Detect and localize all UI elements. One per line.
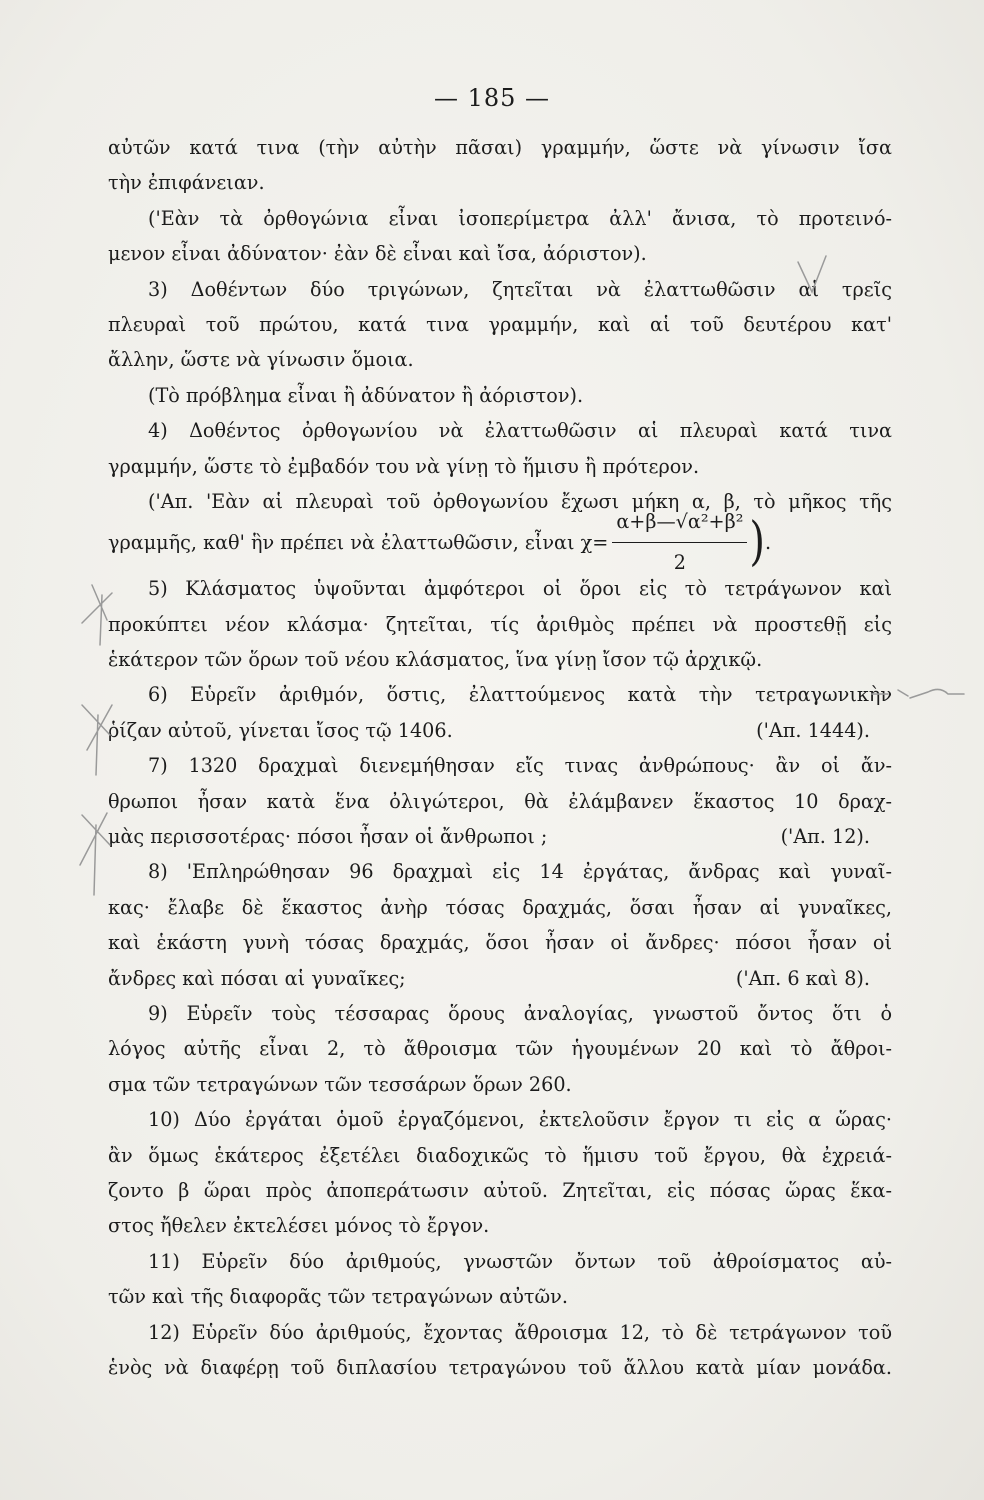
text-line: ('Απ. 'Εὰν αἱ πλευραὶ τοῦ ὀρθογωνίου ἔχωσι μήκη α, β, τὸ μῆκος τῆς — [148, 489, 892, 513]
text-line: 10) Δύο ἐργάται ὁμοῦ ἐργαζόμενοι, ἐκτελοῦσιν ἔργον τι εἰς α ὥρας· — [148, 1108, 892, 1132]
answer-text: ('Απ. 6 καὶ 8). — [735, 966, 870, 990]
answer-text: ('Απ. 1444). — [756, 718, 870, 742]
text-line: μενον εἶναι ἀδύνατον· ἐὰν δὲ εἶναι καὶ ἴσα, ἀόριστον). — [108, 242, 647, 266]
text-line: λόγος αὐτῆς εἶναι 2, τὸ ἄθροισμα τῶν ἡγουμένων 20 καὶ τὸ ἄθροι- — [108, 1037, 892, 1061]
text-section-top — [108, 130, 892, 519]
text-line: 7) 1320 δραχμαὶ διενεμήθησαν εἴς τινας ἀνθρώπους· ἂν οἱ ἄν- — [148, 754, 892, 778]
fraction-numerator: α+β—√α²+β² — [612, 504, 747, 542]
text-line: στος ἤθελεν ἐκτελέσει μόνος τὸ ἔργον. — [108, 1214, 490, 1238]
fraction-denominator: 2 — [673, 550, 686, 574]
text-line: γραμμήν, ὥστε τὸ ἐμβαδόν του νὰ γίνῃ τὸ ἥμισυ ἢ πρότερον. — [108, 454, 700, 478]
formula-period: . — [765, 530, 772, 554]
text-line: 4) Δοθέντος ὀρθογωνίου νὰ ἐλαττωθῶσιν αἱ πλευραὶ κατά τινα — [148, 419, 892, 443]
text-line: αὐτῶν κατά τινα (τὴν αὐτὴν πᾶσαι) γραμμήν, ὥστε νὰ γίνωσιν ἴσα — [108, 136, 892, 159]
text-line: 3) Δοθέντων δύο τριγώνων, ζητεῖται νὰ ἐλαττωθῶσιν αἱ τρεῖς — [148, 277, 892, 301]
text-section-bottom — [108, 571, 892, 1385]
page-number: — 185 — — [433, 84, 551, 112]
text-line: ('Εὰν τὰ ὀρθογώνια εἶναι ἰσοπερίμετρα ἀλλ' ἄνισα, τὸ προτεινό- — [148, 206, 892, 230]
text-line: (Τὸ πρόβλημα εἶναι ἢ ἀδύνατον ἢ ἀόριστον). — [148, 383, 584, 407]
text-line: ἄλλην, ὥστε νὰ γίνωσιν ὅμοια. — [108, 348, 414, 372]
text-line: ζοντο β ὥραι πρὸς ἀποπεράτωσιν αὐτοῦ. Ζητεῖται, εἰς πόσας ὥρας ἕκα- — [108, 1178, 892, 1202]
formula-lead-text: γραμμῆς, καθ' ἣν πρέπει νὰ ἐλαττωθῶσιν, εἶναι χ= — [108, 530, 609, 554]
text-line: θρωποι ἦσαν κατὰ ἕνα ὀλιγώτεροι, θὰ ἐλάμβανεν ἕκαστος 10 δραχ- — [108, 789, 892, 813]
text-line: 11) Εὑρεῖν δύο ἀριθμούς, γνωστῶν ὄντων τοῦ ἀθροίσματος αὐ- — [148, 1249, 892, 1273]
text-line: τὴν ἐπιφάνειαν. — [108, 171, 265, 195]
text-line: 9) Εὑρεῖν τοὺς τέσσαρας ὅρους ἀναλογίας, γνωστοῦ ὄντος ὅτι ὁ — [148, 1001, 892, 1025]
answer-text: ('Απ. 12). — [780, 825, 870, 849]
text-line: ἑκάτερον τῶν ὅρων τοῦ νέου κλάσματος, ἵνα γίνῃ ἴσον τῷ ἀρχικῷ. — [108, 648, 763, 672]
text-line: πλευραὶ τοῦ πρώτου, κατά τινα γραμμήν, καὶ αἱ τοῦ δευτέρου κατ' — [108, 312, 892, 336]
closing-parenthesis: ) — [749, 512, 765, 573]
line-text: μὰς περισσοτέρας· πόσοι ἦσαν οἱ ἄνθρωποι ; — [108, 825, 548, 849]
text-line: 12) Εὑρεῖν δύο ἀριθμούς, ἔχοντας ἄθροισμα 12, τὸ δὲ τετράγωνον τοῦ — [148, 1320, 892, 1344]
line-text: ῥίζαν αὐτοῦ, γίνεται ἴσος τῷ 1406. — [108, 718, 453, 742]
text-line: 6) Εὑρεῖν ἀριθμόν, ὅστις, ἐλαττούμενος κατὰ τὴν τετραγωνικὴν — [148, 683, 892, 707]
fraction — [612, 504, 747, 580]
text-line: κας· ἔλαβε δὲ ἕκαστος ἀνὴρ τόσας δραχμάς, ὅσαι ἦσαν αἱ γυναῖκες, — [108, 895, 892, 919]
line-text: ἄνδρες καὶ πόσαι αἱ γυναῖκες; — [108, 966, 406, 990]
text-line: τῶν καὶ τῆς διαφορᾶς τῶν τετραγώνων αὐτῶν. — [108, 1285, 568, 1309]
text-line: σμα τῶν τετραγώνων τῶν τεσσάρων ὅρων 260. — [108, 1072, 572, 1096]
text-line — [108, 819, 892, 854]
formula-line — [108, 510, 892, 574]
text-line — [108, 713, 892, 748]
text-line: καὶ ἑκάστη γυνὴ τόσας δραχμάς, ὅσοι ἦσαν οἱ ἄνδρες· πόσοι ἦσαν οἱ — [108, 931, 892, 955]
text-line: 8) 'Επληρώθησαν 96 δραχμαὶ εἰς 14 ἐργάτας, ἄνδρας καὶ γυναῖ- — [148, 860, 892, 884]
text-line: προκύπτει νέον κλάσμα· ζητεῖται, τίς ἀριθμὸς πρέπει νὰ προστεθῇ εἰς — [108, 612, 892, 636]
text-line: 5) Κλάσματος ὑψοῦνται ἀμφότεροι οἱ ὅροι εἰς τὸ τετράγωνον καὶ — [148, 577, 892, 601]
text-line: ἑνὸς νὰ διαφέρῃ τοῦ διπλασίου τετραγώνου τοῦ ἄλλου κατὰ μίαν μονάδα. — [108, 1355, 892, 1379]
page-body — [108, 130, 892, 1385]
text-line — [108, 961, 892, 996]
text-line: ἂν ὅμως ἑκάτερος ἐξετέλει διαδοχικῶς τὸ ἥμισυ τοῦ ἔργου, θὰ ἐχρειά- — [108, 1143, 892, 1167]
